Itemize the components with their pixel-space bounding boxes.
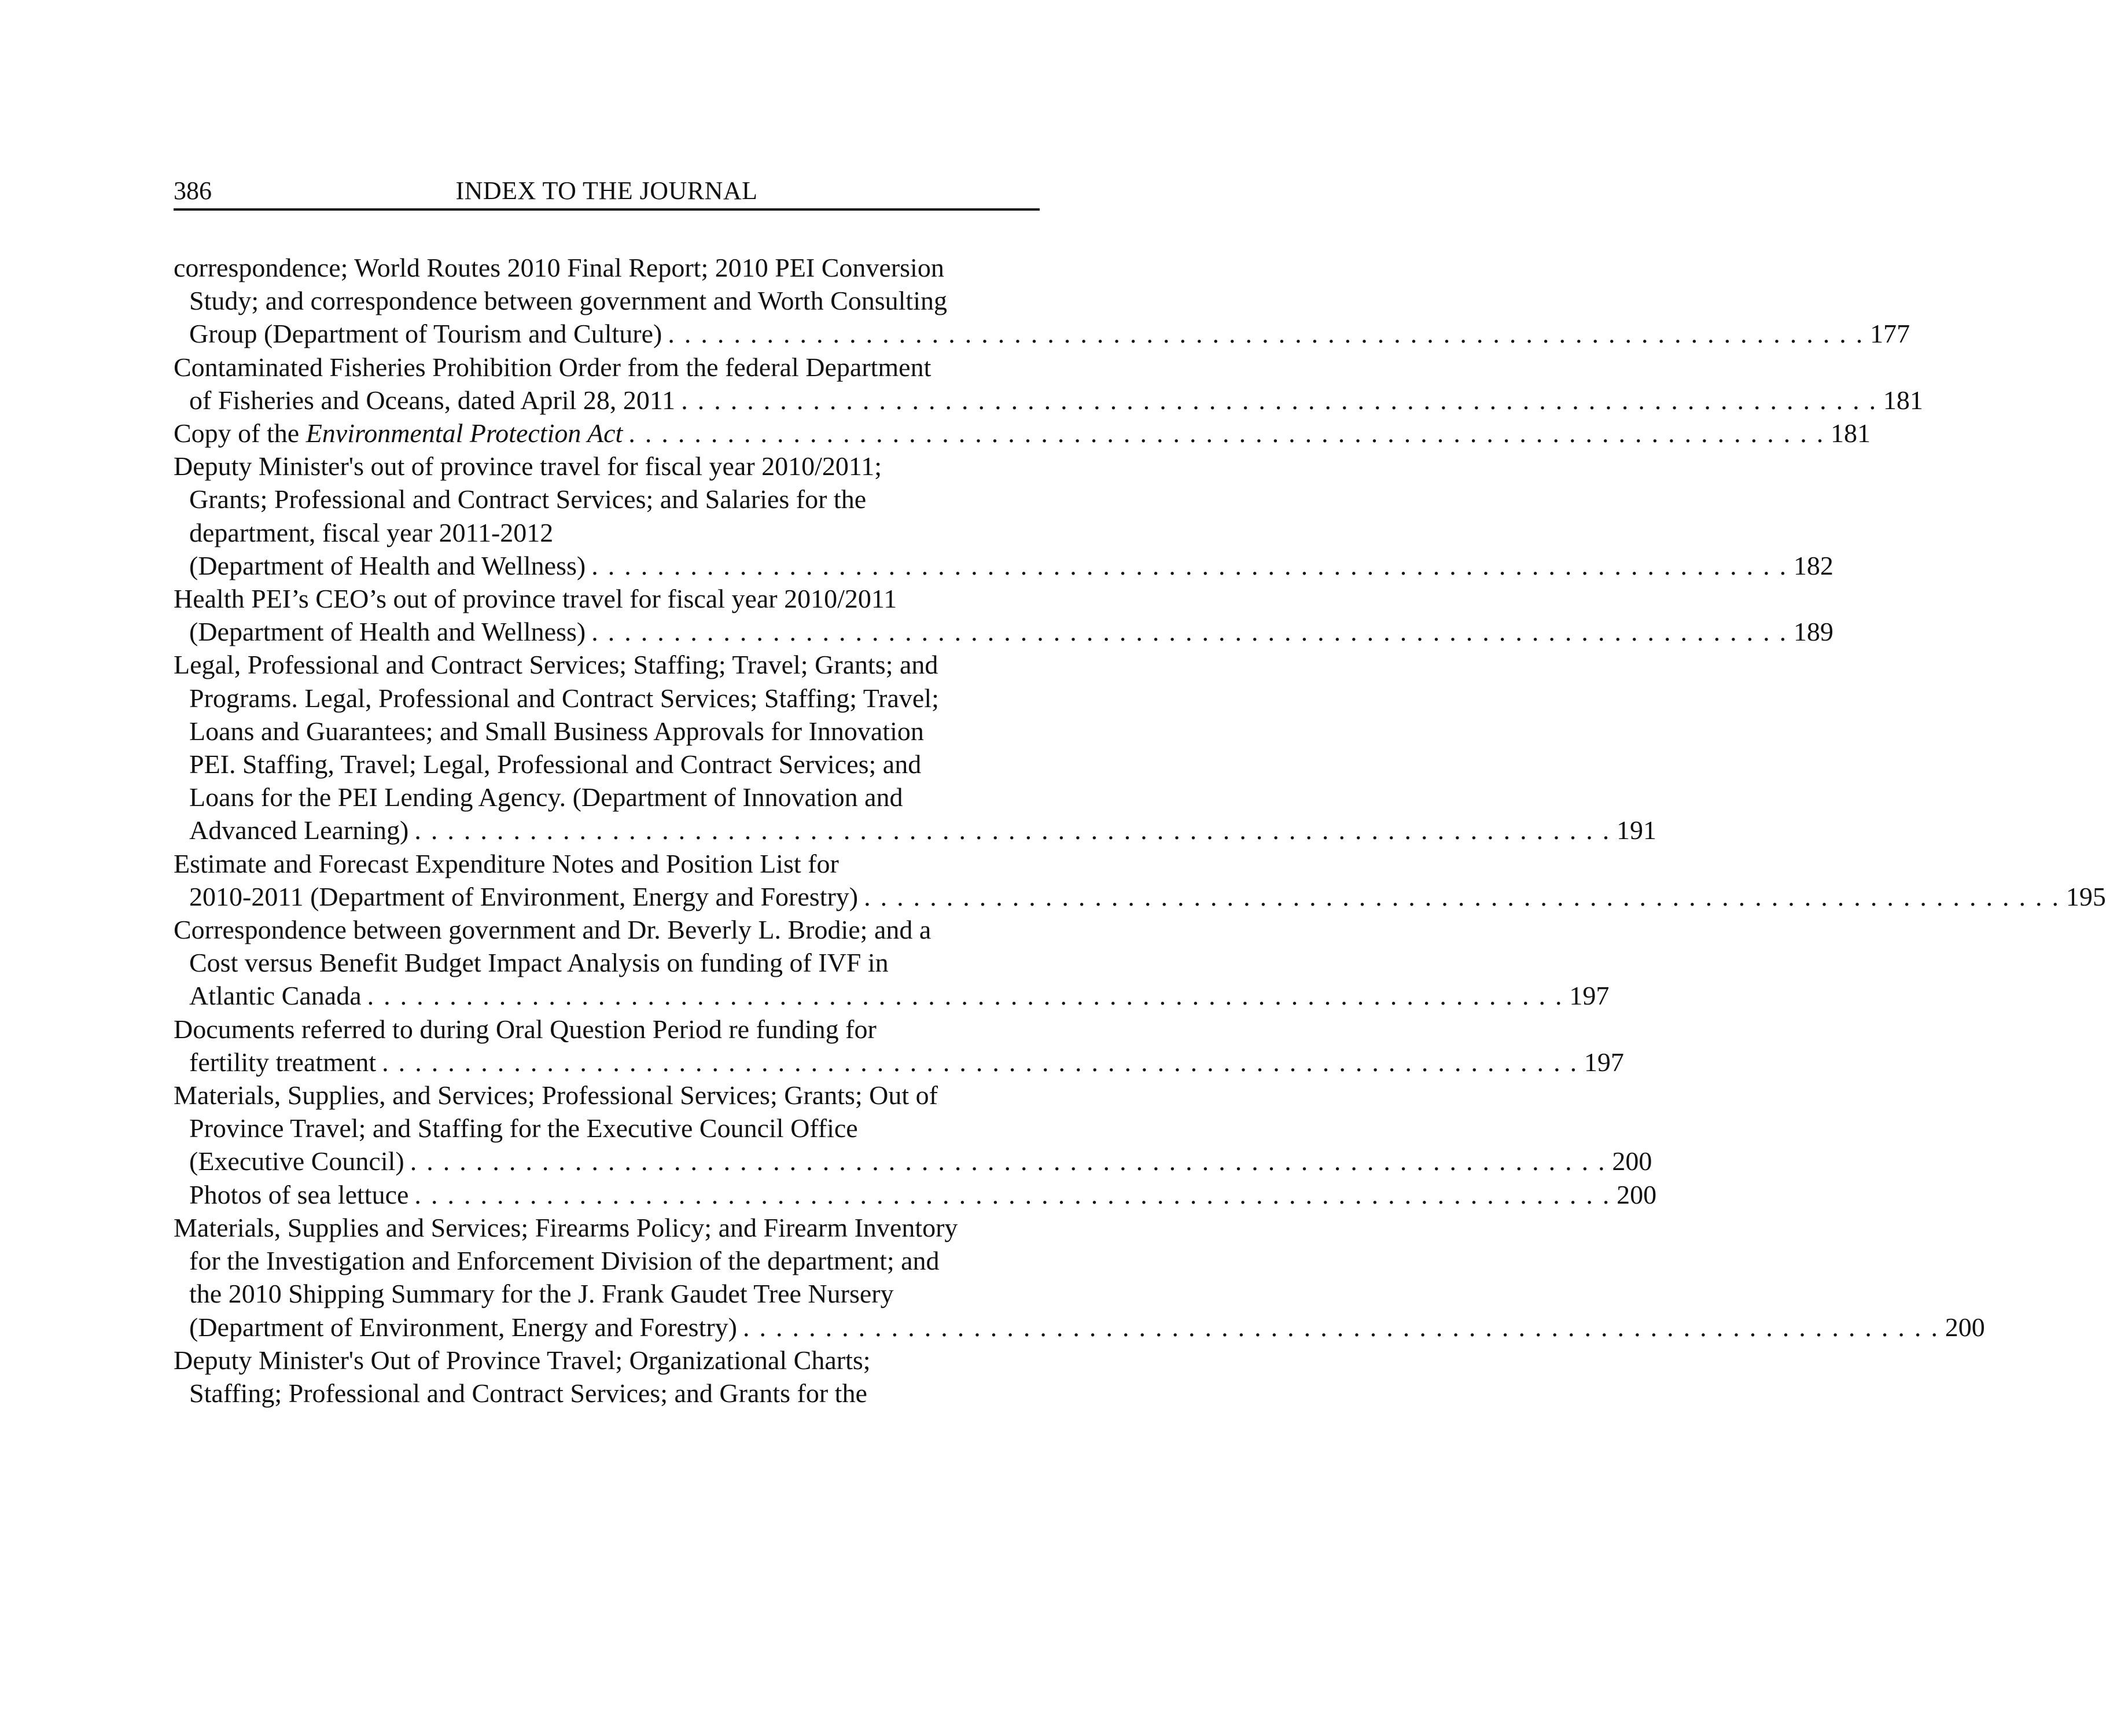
running-title: INDEX TO THE JOURNAL (455, 176, 758, 205)
entry-final-line (174, 615, 1833, 648)
entry-line: PEI. Staffing, Travel; Legal, Professional and Contract Services; and (189, 749, 922, 779)
entry-line: correspondence; World Routes 2010 Final Report; 2010 PEI Conversion (174, 253, 944, 282)
entry-final-text: Photos of sea lettuce (189, 1179, 409, 1209)
entry-final-line (174, 1145, 1652, 1178)
page-reference: 195 (2066, 881, 2106, 911)
index-entry (174, 1344, 1040, 1410)
entry-final-line (174, 1046, 1624, 1079)
entry-line: Legal, Professional and Contract Services; Staffing; Travel; Grants; and (174, 650, 938, 680)
entry-line: Materials, Supplies, and Services; Professional Services; Grants; Out of (174, 1080, 938, 1110)
page-reference: 200 (1612, 1146, 1652, 1176)
entry-final-line (174, 549, 1833, 582)
entry-final-text: Atlantic Canada (189, 981, 362, 1011)
index-entry (174, 351, 1923, 417)
page-reference: 200 (1617, 1179, 1657, 1209)
entry-final-text: (Department of Health and Wellness) (189, 550, 586, 580)
index-entry (174, 417, 1871, 450)
entry-final-line (174, 1178, 1657, 1211)
entry-line: Staffing; Professional and Contract Services; and Grants for the (189, 1378, 867, 1408)
dot-leader: . . . . . . . . . . . . . . . . . . . . . . . . . . . . . . . . . . . . . . . . . . . . . . . . . . . . . . . . . . . . . . . . . . . . . . . . . (591, 617, 1788, 647)
entry-line: Contaminated Fisheries Prohibition Order from the federal Department (174, 352, 932, 382)
page-reference: 197 (1569, 981, 1610, 1011)
entry-final-line (174, 880, 2106, 913)
entry-final-line (174, 417, 1871, 450)
dot-leader: . . . . . . . . . . . . . . . . . . . . . . . . . . . . . . . . . . . . . . . . . . . . . . . . . . . . . . . . . . . . . . . . . . . . . . . . . (864, 881, 2060, 911)
page-reference: 181 (1883, 385, 1923, 415)
dot-leader: . . . . . . . . . . . . . . . . . . . . . . . . . . . . . . . . . . . . . . . . . . . . . . . . . . . . . . . . . . . . . . . . . . . . . . . . . (367, 981, 1564, 1011)
entry-line: Documents referred to during Oral Question Period re funding for (174, 1014, 877, 1044)
page-reference: 177 (1870, 319, 1910, 349)
dot-leader: . . . . . . . . . . . . . . . . . . . . . . . . . . . . . . . . . . . . . . . . . . . . . . . . . . . . . . . . . . . . . . . . . . . . . . . . . (414, 815, 1611, 845)
entry-final-line (174, 384, 1923, 417)
index-entry (174, 1211, 1985, 1344)
dot-leader: . . . . . . . . . . . . . . . . . . . . . . . . . . . . . . . . . . . . . . . . . . . . . . . . . . . . . . . . . . . . . . . . . . . . . . . . . (414, 1179, 1611, 1209)
entry-final-text: 2010-2011 (Department of Environment, Energy and Forestry) (189, 881, 859, 911)
index-body (174, 251, 2106, 1410)
entry-final-text: of Fisheries and Oceans, dated April 28, 2011 (189, 385, 676, 415)
entry-line: Materials, Supplies and Services; Firearms Policy; and Firearm Inventory (174, 1212, 958, 1242)
entry-line: Grants; Professional and Contract Services; and Salaries for the (189, 484, 867, 514)
entry-line: Deputy Minister's out of province travel for fiscal year 2010/2011; (174, 451, 882, 481)
page-number: 386 (174, 176, 212, 205)
dot-leader: . . . . . . . . . . . . . . . . . . . . . . . . . . . . . . . . . . . . . . . . . . . . . . . . . . . . . . . . . . . . . . . . . . . . . . . . . (668, 319, 1865, 349)
entry-final-line (174, 1311, 1985, 1344)
entry-line: Estimate and Forecast Expenditure Notes and Position List for (174, 848, 839, 878)
index-entry (174, 450, 1833, 582)
entry-final-text: Advanced Learning) (189, 815, 409, 845)
page-reference: 182 (1793, 550, 1833, 580)
index-entry (174, 847, 2106, 913)
page-reference: 200 (1945, 1312, 1985, 1342)
entry-final-text (174, 417, 623, 450)
index-entry (174, 582, 1833, 648)
index-entry (174, 913, 1610, 1013)
entry-line: Health PEI’s CEO’s out of province travel for fiscal year 2010/2011 (174, 584, 897, 614)
entry-line: Deputy Minister's Out of Province Travel; Organizational Charts; (174, 1345, 871, 1375)
entry-final-text: fertility treatment (189, 1047, 377, 1077)
index-entry (174, 1013, 1624, 1079)
entry-line: Correspondence between government and Dr. Beverly L. Brodie; and a (174, 915, 932, 945)
page-header (174, 174, 1040, 211)
dot-leader: . . . . . . . . . . . . . . . . . . . . . . . . . . . . . . . . . . . . . . . . . . . . . . . . . . . . . . . . . . . . . . . . . . . . . . . . . (591, 550, 1788, 580)
entry-line: Programs. Legal, Professional and Contract Services; Staffing; Travel; (189, 683, 939, 713)
dot-leader: . . . . . . . . . . . . . . . . . . . . . . . . . . . . . . . . . . . . . . . . . . . . . . . . . . . . . . . . . . . . . . . . . . . . . . . . . (743, 1312, 1939, 1342)
entry-line: Cost versus Benefit Budget Impact Analysis on funding of IVF in (189, 948, 889, 978)
entry-final-text: Group (Department of Tourism and Culture) (189, 319, 662, 349)
entry-line: Province Travel; and Staffing for the Executive Council Office (189, 1113, 858, 1143)
entry-final-line (174, 317, 1910, 350)
page-reference: 181 (1831, 418, 1871, 448)
dot-leader: . . . . . . . . . . . . . . . . . . . . . . . . . . . . . . . . . . . . . . . . . . . . . . . . . . . . . . . . . . . . . . . . . . . . . . . . . (410, 1146, 1607, 1176)
entry-final-text: (Department of Health and Wellness) (189, 617, 586, 647)
dot-leader: . . . . . . . . . . . . . . . . . . . . . . . . . . . . . . . . . . . . . . . . . . . . . . . . . . . . . . . . . . . . . . . . . . . . . . . . . (628, 418, 1825, 448)
page-reference: 189 (1793, 617, 1833, 647)
entry-final-text: (Department of Environment, Energy and Forestry) (189, 1312, 737, 1342)
entry-final-line (174, 814, 1657, 847)
dot-leader: . . . . . . . . . . . . . . . . . . . . . . . . . . . . . . . . . . . . . . . . . . . . . . . . . . . . . . . . . . . . . . . . . . . . . . . . . (681, 385, 1877, 415)
entry-text-italic: Environmental Protection Act (305, 418, 623, 448)
index-entry (174, 251, 1910, 351)
entry-line: Study; and correspondence between government and Worth Consulting (189, 286, 947, 316)
index-entry (174, 1178, 1657, 1211)
dot-leader: . . . . . . . . . . . . . . . . . . . . . . . . . . . . . . . . . . . . . . . . . . . . . . . . . . . . . . . . . . . . . . . . . . . . . . . . . (382, 1047, 1578, 1077)
page-reference: 197 (1584, 1047, 1624, 1077)
page-reference: 191 (1617, 815, 1657, 845)
entry-line: Loans and Guarantees; and Small Business Approvals for Innovation (189, 716, 924, 746)
entry-line: for the Investigation and Enforcement Division of the department; and (189, 1246, 940, 1276)
entry-final-text: (Executive Council) (189, 1146, 404, 1176)
entry-text-prefix: Copy of the (174, 418, 306, 448)
entry-final-line (174, 979, 1610, 1012)
entry-line: department, fiscal year 2011-2012 (189, 517, 554, 547)
entry-line: the 2010 Shipping Summary for the J. Frank Gaudet Tree Nursery (189, 1279, 894, 1309)
index-entry (174, 1079, 1652, 1178)
entry-line: Loans for the PEI Lending Agency. (Department of Innovation and (189, 782, 903, 812)
index-entry (174, 648, 1657, 847)
